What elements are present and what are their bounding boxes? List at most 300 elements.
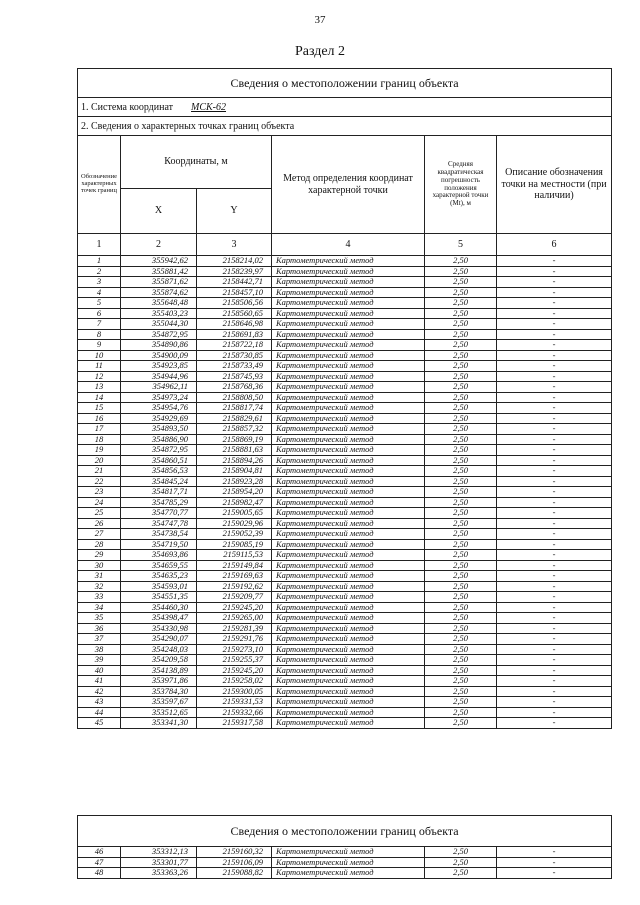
- accuracy: 2,50: [425, 455, 497, 466]
- description: -: [497, 413, 612, 424]
- method: Картометрический метод: [272, 392, 425, 403]
- coord-y: 2159273,10: [197, 644, 272, 655]
- coord-x: 354209,58: [121, 655, 197, 666]
- accuracy: 2,50: [425, 287, 497, 298]
- coord-x: 354747,78: [121, 518, 197, 529]
- point-number: 36: [78, 623, 121, 634]
- point-number: 15: [78, 403, 121, 414]
- accuracy: 2,50: [425, 350, 497, 361]
- method: Картометрический метод: [272, 644, 425, 655]
- column-number: 6: [497, 234, 612, 256]
- table-row: [78, 539, 612, 550]
- coord-x: 354973,24: [121, 392, 197, 403]
- coord-x: 354635,23: [121, 571, 197, 582]
- column-numbers-row: [78, 234, 612, 256]
- point-number: 19: [78, 445, 121, 456]
- coord-y: 2158954,20: [197, 487, 272, 498]
- accuracy: 2,50: [425, 847, 497, 858]
- description: -: [497, 287, 612, 298]
- method: Картометрический метод: [272, 371, 425, 382]
- description: -: [497, 371, 612, 382]
- continuation-table: [77, 815, 612, 879]
- coord-x: 355044,30: [121, 319, 197, 330]
- accuracy: 2,50: [425, 340, 497, 351]
- accuracy: 2,50: [425, 308, 497, 319]
- table-row: [78, 403, 612, 414]
- point-number: 17: [78, 424, 121, 435]
- coord-y: 2159291,76: [197, 634, 272, 645]
- coord-y: 2159192,62: [197, 581, 272, 592]
- coord-x: 354290,07: [121, 634, 197, 645]
- point-number: 37: [78, 634, 121, 645]
- method: Картометрический метод: [272, 571, 425, 582]
- description: -: [497, 644, 612, 655]
- section-title: Раздел 2: [294, 44, 346, 59]
- method: Картометрический метод: [272, 686, 425, 697]
- column-number: 2: [121, 234, 197, 256]
- accuracy: 2,50: [425, 613, 497, 624]
- description: -: [497, 847, 612, 858]
- method: Картометрический метод: [272, 676, 425, 687]
- accuracy: 2,50: [425, 718, 497, 729]
- point-number: 8: [78, 329, 121, 340]
- table-row: [78, 434, 612, 445]
- point-number: 33: [78, 592, 121, 603]
- coord-x: 353301,77: [121, 857, 197, 868]
- coord-y: 2159300,05: [197, 686, 272, 697]
- accuracy: 2,50: [425, 298, 497, 309]
- table-row: [78, 497, 612, 508]
- method: Картометрический метод: [272, 550, 425, 561]
- coord-x: 353363,26: [121, 868, 197, 879]
- method: Картометрический метод: [272, 466, 425, 477]
- point-number: 20: [78, 455, 121, 466]
- table-row: [78, 508, 612, 519]
- coord-y: 2159317,58: [197, 718, 272, 729]
- coord-x: 354817,71: [121, 487, 197, 498]
- coord-x: 354929,69: [121, 413, 197, 424]
- coord-y: 2158817,74: [197, 403, 272, 414]
- table-row: [78, 868, 612, 879]
- method: Картометрический метод: [272, 277, 425, 288]
- coord-x: 354860,51: [121, 455, 197, 466]
- coord-y: 2158881,63: [197, 445, 272, 456]
- accuracy: 2,50: [425, 634, 497, 645]
- method: Картометрический метод: [272, 413, 425, 424]
- coord-y: 2159115,53: [197, 550, 272, 561]
- point-number: 44: [78, 707, 121, 718]
- point-number: 31: [78, 571, 121, 582]
- description: -: [497, 571, 612, 582]
- coord-y: 2158722,18: [197, 340, 272, 351]
- table-row: [78, 413, 612, 424]
- method: Картометрический метод: [272, 298, 425, 309]
- description: -: [497, 655, 612, 666]
- table-row: [78, 644, 612, 655]
- description: -: [497, 518, 612, 529]
- accuracy: 2,50: [425, 602, 497, 613]
- coord-x: 354248,03: [121, 644, 197, 655]
- table-row: [78, 634, 612, 645]
- point-number: 1: [78, 256, 121, 267]
- point-number: 3: [78, 277, 121, 288]
- description: -: [497, 623, 612, 634]
- coord-system-row: [78, 98, 612, 117]
- point-number: 34: [78, 602, 121, 613]
- coord-y: 2158869,19: [197, 434, 272, 445]
- coord-x: 354954,76: [121, 403, 197, 414]
- description: -: [497, 308, 612, 319]
- column-number: 5: [425, 234, 497, 256]
- method: Картометрический метод: [272, 592, 425, 603]
- table-row: [78, 424, 612, 435]
- point-number: 6: [78, 308, 121, 319]
- method: Картометрический метод: [272, 287, 425, 298]
- coord-x: 354900,09: [121, 350, 197, 361]
- description: -: [497, 434, 612, 445]
- method: Картометрический метод: [272, 539, 425, 550]
- accuracy: 2,50: [425, 476, 497, 487]
- accuracy: 2,50: [425, 697, 497, 708]
- coord-y: 2159245,20: [197, 665, 272, 676]
- coord-x: 354738,54: [121, 529, 197, 540]
- description: -: [497, 256, 612, 267]
- method: Картометрический метод: [272, 308, 425, 319]
- coord-x: 355874,62: [121, 287, 197, 298]
- coord-y: 2159209,77: [197, 592, 272, 603]
- accuracy: 2,50: [425, 445, 497, 456]
- description: -: [497, 613, 612, 624]
- coord-y: 2158646,98: [197, 319, 272, 330]
- accuracy: 2,50: [425, 529, 497, 540]
- point-number: 12: [78, 371, 121, 382]
- description: -: [497, 350, 612, 361]
- description: -: [497, 857, 612, 868]
- description: -: [497, 277, 612, 288]
- table-row: [78, 847, 612, 858]
- description: -: [497, 424, 612, 435]
- coord-y: 2159005,65: [197, 508, 272, 519]
- method: Картометрический метод: [272, 329, 425, 340]
- accuracy: 2,50: [425, 497, 497, 508]
- point-number: 45: [78, 718, 121, 729]
- header-description: Описание обозначения точки на местности (при наличии): [497, 136, 612, 234]
- table-row: [78, 476, 612, 487]
- coord-x: 354872,95: [121, 329, 197, 340]
- column-number: 3: [197, 234, 272, 256]
- method: Картометрический метод: [272, 487, 425, 498]
- accuracy: 2,50: [425, 277, 497, 288]
- point-number: 7: [78, 319, 121, 330]
- accuracy: 2,50: [425, 623, 497, 634]
- coord-x: 354770,77: [121, 508, 197, 519]
- coord-y: 2159331,53: [197, 697, 272, 708]
- coord-y: 2158894,26: [197, 455, 272, 466]
- description: -: [497, 497, 612, 508]
- coord-y: 2158239,97: [197, 266, 272, 277]
- description: -: [497, 686, 612, 697]
- coord-x: 354893,50: [121, 424, 197, 435]
- table-row: [78, 298, 612, 309]
- table-row: [78, 550, 612, 561]
- point-number: 47: [78, 857, 121, 868]
- table-row: [78, 560, 612, 571]
- point-number: 30: [78, 560, 121, 571]
- method: Картометрический метод: [272, 455, 425, 466]
- method: Картометрический метод: [272, 707, 425, 718]
- method: Картометрический метод: [272, 266, 425, 277]
- coord-system-label: 1. Система координат: [81, 101, 174, 113]
- point-number: 24: [78, 497, 121, 508]
- table-row: [78, 329, 612, 340]
- column-number: 4: [272, 234, 425, 256]
- accuracy: 2,50: [425, 581, 497, 592]
- point-number: 18: [78, 434, 121, 445]
- coord-x: 354890,86: [121, 340, 197, 351]
- point-number: 27: [78, 529, 121, 540]
- coord-x: 355403,23: [121, 308, 197, 319]
- point-number: 29: [78, 550, 121, 561]
- table-row: [78, 592, 612, 603]
- accuracy: 2,50: [425, 329, 497, 340]
- description: -: [497, 560, 612, 571]
- description: -: [497, 707, 612, 718]
- accuracy: 2,50: [425, 676, 497, 687]
- description: -: [497, 868, 612, 879]
- method: Картометрический метод: [272, 697, 425, 708]
- accuracy: 2,50: [425, 403, 497, 414]
- coord-y: 2159149,84: [197, 560, 272, 571]
- coord-x: 354845,24: [121, 476, 197, 487]
- description: -: [497, 487, 612, 498]
- coord-y: 2159258,02: [197, 676, 272, 687]
- boundary-table: [77, 68, 612, 729]
- table-row: [78, 686, 612, 697]
- coord-x: 353512,65: [121, 707, 197, 718]
- point-number: 39: [78, 655, 121, 666]
- coord-y: 2158457,10: [197, 287, 272, 298]
- point-number: 21: [78, 466, 121, 477]
- coord-x: 354962,11: [121, 382, 197, 393]
- header-point-name: Обозначение характерных точек границ: [78, 136, 121, 234]
- method: Картометрический метод: [272, 613, 425, 624]
- method: Картометрический метод: [272, 634, 425, 645]
- description: -: [497, 340, 612, 351]
- coord-y: 2159085,19: [197, 539, 272, 550]
- accuracy: 2,50: [425, 382, 497, 393]
- coord-x: 354856,53: [121, 466, 197, 477]
- method: Картометрический метод: [272, 581, 425, 592]
- description: -: [497, 466, 612, 477]
- description: -: [497, 697, 612, 708]
- accuracy: 2,50: [425, 392, 497, 403]
- coord-y: 2158982,47: [197, 497, 272, 508]
- coord-y: 2158733,49: [197, 361, 272, 372]
- coord-x: 355881,42: [121, 266, 197, 277]
- accuracy: 2,50: [425, 424, 497, 435]
- description: -: [497, 329, 612, 340]
- header-accuracy: Средняя квадратическая погрешность положения характерной точки (Mt), м: [425, 136, 497, 234]
- accuracy: 2,50: [425, 371, 497, 382]
- accuracy: 2,50: [425, 508, 497, 519]
- point-number: 43: [78, 697, 121, 708]
- method: Картометрический метод: [272, 350, 425, 361]
- table-row: [78, 445, 612, 456]
- accuracy: 2,50: [425, 686, 497, 697]
- table-row: [78, 676, 612, 687]
- accuracy: 2,50: [425, 319, 497, 330]
- table-row: [78, 581, 612, 592]
- description: -: [497, 550, 612, 561]
- coord-y: 2158691,83: [197, 329, 272, 340]
- coord-y: 2159245,20: [197, 602, 272, 613]
- accuracy: 2,50: [425, 539, 497, 550]
- header-method: Метод определения координат характерной точки: [272, 136, 425, 234]
- method: Картометрический метод: [272, 424, 425, 435]
- coord-y: 2159169,63: [197, 571, 272, 582]
- description: -: [497, 592, 612, 603]
- description: -: [497, 266, 612, 277]
- point-number: 23: [78, 487, 121, 498]
- point-number: 11: [78, 361, 121, 372]
- accuracy: 2,50: [425, 655, 497, 666]
- accuracy: 2,50: [425, 571, 497, 582]
- coord-x: 354551,35: [121, 592, 197, 603]
- method: Картометрический метод: [272, 655, 425, 666]
- coord-y: 2158904,81: [197, 466, 272, 477]
- description: -: [497, 718, 612, 729]
- accuracy: 2,50: [425, 665, 497, 676]
- table-title: Сведения о местоположении границ объекта: [78, 69, 612, 98]
- table-row: [78, 382, 612, 393]
- method: Картометрический метод: [272, 319, 425, 330]
- table-row: [78, 361, 612, 372]
- description: -: [497, 581, 612, 592]
- point-number: 13: [78, 382, 121, 393]
- description: -: [497, 476, 612, 487]
- coord-y: 2159106,09: [197, 857, 272, 868]
- method: Картометрический метод: [272, 434, 425, 445]
- header-y: Y: [197, 189, 272, 234]
- coord-x: 354872,95: [121, 445, 197, 456]
- method: Картометрический метод: [272, 382, 425, 393]
- coord-x: 353971,86: [121, 676, 197, 687]
- coord-x: 354138,89: [121, 665, 197, 676]
- description: -: [497, 403, 612, 414]
- method: Картометрический метод: [272, 340, 425, 351]
- table-row: [78, 697, 612, 708]
- continuation-title: Сведения о местоположении границ объекта: [78, 816, 612, 847]
- coord-y: 2158923,28: [197, 476, 272, 487]
- coord-x: 355648,48: [121, 298, 197, 309]
- point-number: 40: [78, 665, 121, 676]
- coord-x: 354785,29: [121, 497, 197, 508]
- coord-x: 354886,90: [121, 434, 197, 445]
- method: Картометрический метод: [272, 361, 425, 372]
- description: -: [497, 508, 612, 519]
- point-number: 4: [78, 287, 121, 298]
- table-row: [78, 371, 612, 382]
- method: Картометрический метод: [272, 602, 425, 613]
- accuracy: 2,50: [425, 707, 497, 718]
- coord-y: 2159160,32: [197, 847, 272, 858]
- coord-x: 354923,85: [121, 361, 197, 372]
- point-number: 16: [78, 413, 121, 424]
- coord-y: 2159281,39: [197, 623, 272, 634]
- table-row: [78, 340, 612, 351]
- table-row: [78, 466, 612, 477]
- point-number: 25: [78, 508, 121, 519]
- accuracy: 2,50: [425, 644, 497, 655]
- table-row: [78, 613, 612, 624]
- table-row: [78, 571, 612, 582]
- point-number: 28: [78, 539, 121, 550]
- table-row: [78, 266, 612, 277]
- description: -: [497, 665, 612, 676]
- table-row: [78, 455, 612, 466]
- table-row: [78, 487, 612, 498]
- point-number: 32: [78, 581, 121, 592]
- coord-y: 2158808,50: [197, 392, 272, 403]
- accuracy: 2,50: [425, 434, 497, 445]
- coord-y: 2158829,61: [197, 413, 272, 424]
- table-row: [78, 256, 612, 267]
- table-row: [78, 350, 612, 361]
- point-number: 22: [78, 476, 121, 487]
- coord-y: 2159255,37: [197, 655, 272, 666]
- description: -: [497, 529, 612, 540]
- point-number: 14: [78, 392, 121, 403]
- description: -: [497, 319, 612, 330]
- coord-y: 2159029,96: [197, 518, 272, 529]
- table-row: [78, 308, 612, 319]
- method: Картометрический метод: [272, 476, 425, 487]
- method: Картометрический метод: [272, 868, 425, 879]
- method: Картометрический метод: [272, 847, 425, 858]
- method: Картометрический метод: [272, 529, 425, 540]
- coord-x: 353312,13: [121, 847, 197, 858]
- coord-y: 2158214,02: [197, 256, 272, 267]
- accuracy: 2,50: [425, 256, 497, 267]
- table-row: [78, 655, 612, 666]
- table-row: [78, 665, 612, 676]
- table-row: [78, 518, 612, 529]
- description: -: [497, 382, 612, 393]
- accuracy: 2,50: [425, 518, 497, 529]
- point-number: 46: [78, 847, 121, 858]
- description: -: [497, 445, 612, 456]
- coord-y: 2159052,39: [197, 529, 272, 540]
- point-number: 26: [78, 518, 121, 529]
- description: -: [497, 361, 612, 372]
- table-row: [78, 623, 612, 634]
- table-row: [78, 287, 612, 298]
- accuracy: 2,50: [425, 413, 497, 424]
- accuracy: 2,50: [425, 857, 497, 868]
- accuracy: 2,50: [425, 550, 497, 561]
- accuracy: 2,50: [425, 466, 497, 477]
- description: -: [497, 298, 612, 309]
- point-number: 35: [78, 613, 121, 624]
- method: Картометрический метод: [272, 256, 425, 267]
- accuracy: 2,50: [425, 361, 497, 372]
- coord-y: 2158768,36: [197, 382, 272, 393]
- header-coordinates: Координаты, м: [121, 136, 272, 189]
- method: Картометрический метод: [272, 718, 425, 729]
- coord-y: 2158442,71: [197, 277, 272, 288]
- coord-y: 2159088,82: [197, 868, 272, 879]
- accuracy: 2,50: [425, 868, 497, 879]
